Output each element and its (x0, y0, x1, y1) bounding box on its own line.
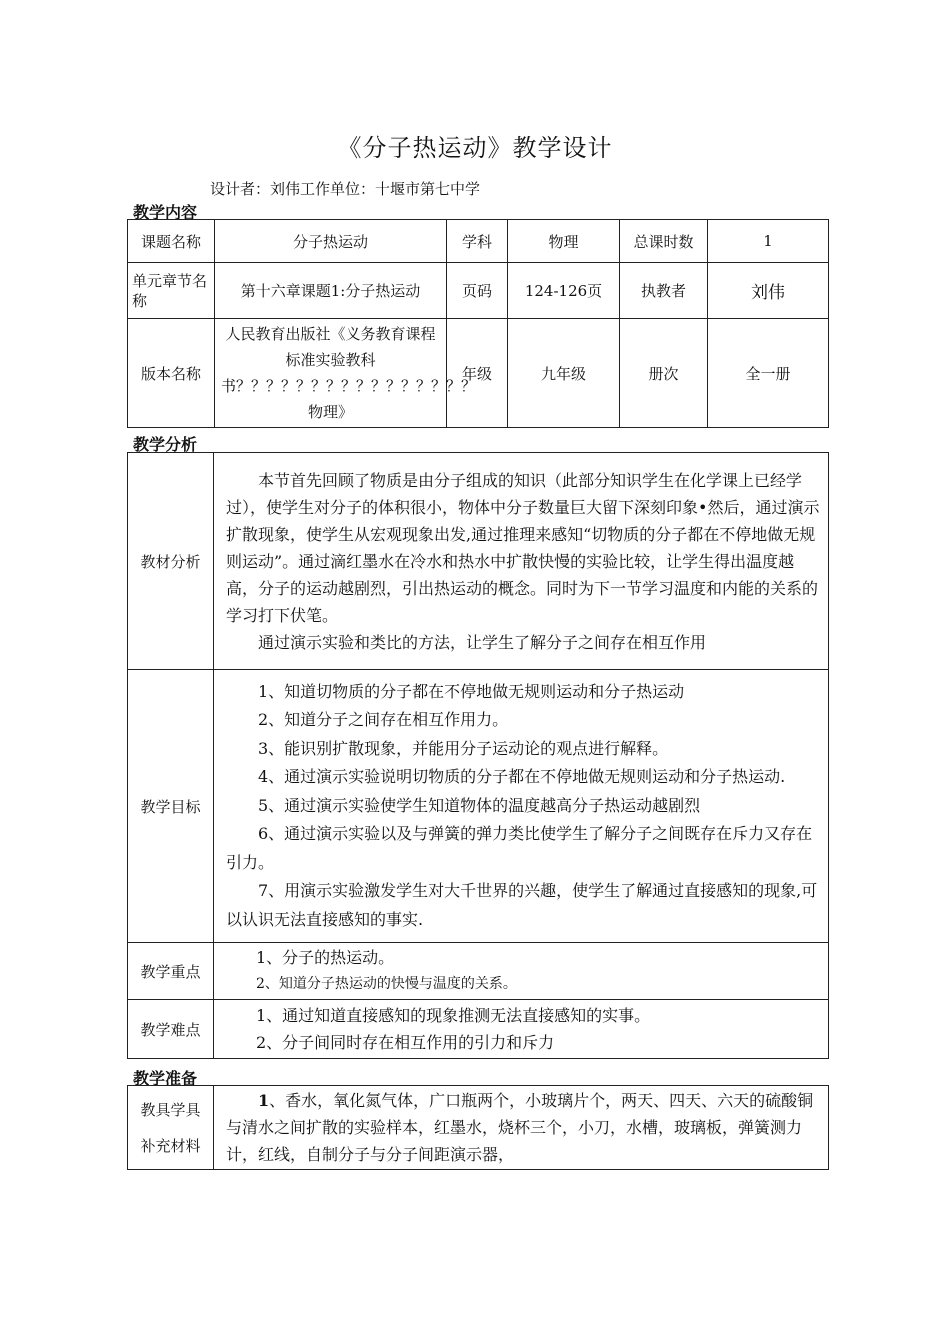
cell-label: 版本名称 (128, 319, 215, 428)
goal-item: 4、通过演示实验说明切物质的分子都在不停地做无规则运动和分子热运动. (258, 767, 786, 787)
cell-label: 执教者 (620, 263, 708, 319)
cell-label: 课题名称 (128, 220, 215, 263)
table-row (128, 670, 829, 943)
cell-label: 学科 (447, 220, 508, 263)
byline: 设计者：刘伟工作单位：十堰市第七中学 (210, 180, 481, 198)
material-cell (214, 453, 829, 670)
material-paragraph: 通过演示实验和类比的方法，让学生了解分子之间存在相互作用 (258, 632, 707, 652)
table-row (128, 453, 829, 670)
prep-label: 补充材料 (140, 1136, 201, 1155)
goal-item: 1、知道切物质的分子都在不停地做无规则运动和分子热运动 (258, 681, 685, 701)
prep-label: 教具学具 (140, 1100, 201, 1119)
prep-label-cell (128, 1086, 214, 1170)
cell-value: 全一册 (708, 319, 829, 428)
goal-item: 2、知道分子之间存在相互作用力。 (258, 710, 509, 730)
difficulty-item: 1、通过知道直接感知的现象推测无法直接感知的实事。 (256, 1006, 651, 1025)
table-row (128, 263, 829, 319)
table-row (128, 319, 829, 428)
goals-label: 教学目标 (128, 670, 214, 943)
cell-label: 总课时数 (620, 220, 708, 263)
prep-table (127, 1085, 829, 1170)
goal-item: 3、能识别扩散现象，并能用分子运动论的观点进行解释。 (258, 738, 669, 758)
difficulty-cell (214, 1000, 829, 1059)
cell-value: 人民教育出版社《义务教育课程标准实验教科书？？？？？？？？？？？？？？？？物理》 (215, 319, 447, 428)
prep-text (226, 1087, 820, 1168)
cell-value: 124-126页 (508, 263, 620, 319)
prep-cell (214, 1086, 829, 1170)
difficulty-item: 2、分子间同时存在相互作用的引力和斥力 (256, 1033, 555, 1052)
cell-value: 1 (708, 220, 829, 263)
analysis-table (127, 452, 829, 1059)
section-heading-analysis: 教学分析 (133, 435, 198, 454)
cell-value: 刘伟 (708, 263, 829, 319)
table-row (128, 220, 829, 263)
cell-value: 分子热运动 (215, 220, 447, 263)
key-item: 1、分子的热运动。 (256, 948, 395, 967)
material-label: 教材分析 (128, 453, 214, 670)
cell-label: 页码 (447, 263, 508, 319)
table-row (128, 943, 829, 1000)
cell-value: 物理 (508, 220, 620, 263)
difficulty-label: 教学难点 (128, 1000, 214, 1059)
section-heading-prep: 教学准备 (133, 1069, 198, 1088)
cell-label: 册次 (620, 319, 708, 428)
goals-cell (214, 670, 829, 943)
prep-items: 、香水，氧化氮气体，广口瓶两个，小玻璃片个，两天、四天、六天的硫酸铜与清水之间扩散的实验样本，红墨水，烧杯三个，小刀，水槽，玻璃板，弹簧测力计，红线，自制分子与分子间距演示器， (226, 1091, 814, 1164)
cell-value: 第十六章课题1:分子热运动 (215, 263, 447, 319)
key-cell (214, 943, 829, 1000)
key-label: 教学重点 (128, 943, 214, 1000)
goal-item: 7、用演示实验激发学生对大千世界的兴趣，使学生了解通过直接感知的现象,可以认识无法直接感知的事实. (226, 881, 818, 929)
table-row (128, 1086, 829, 1170)
info-table (127, 219, 829, 428)
cell-value: 九年级 (508, 319, 620, 428)
goal-item: 6、通过演示实验以及与弹簧的弹力类比使学生了解分子之间既存在斥力又存在引力。 (226, 824, 813, 872)
key-item: 2、知道分子热运动的快慢与温度的关系。 (256, 976, 517, 992)
section-heading-content: 教学内容 (133, 203, 198, 222)
cell-label: 单元章节名称 (128, 263, 215, 319)
page-title: 《分子热运动》教学设计 (337, 134, 613, 162)
table-row (128, 1000, 829, 1059)
prep-number: 1 (258, 1091, 270, 1110)
goal-item: 5、通过演示实验使学生知道物体的温度越高分子热运动越剧烈 (258, 795, 701, 815)
material-paragraph: 本节首先回顾了物质是由分子组成的知识（此部分知识学生在化学课上已经学过），使学生对分子的体积很小，物体中分子数量巨大留下深刻印象•然后，通过演示扩散现象，使学生从宏观现象出发,通过推理来感知“切物质的分子都在不停地做无规则运动”。通过滴红墨水在冷水和热水中扩散快慢的实验比较，让学生得出温度越高，分子的运动越剧烈，引出热运动的概念。同时为下一节学习温度和内能的关系的学习打下伏笔。 (226, 470, 820, 625)
cell-label: 年级 (447, 319, 508, 428)
